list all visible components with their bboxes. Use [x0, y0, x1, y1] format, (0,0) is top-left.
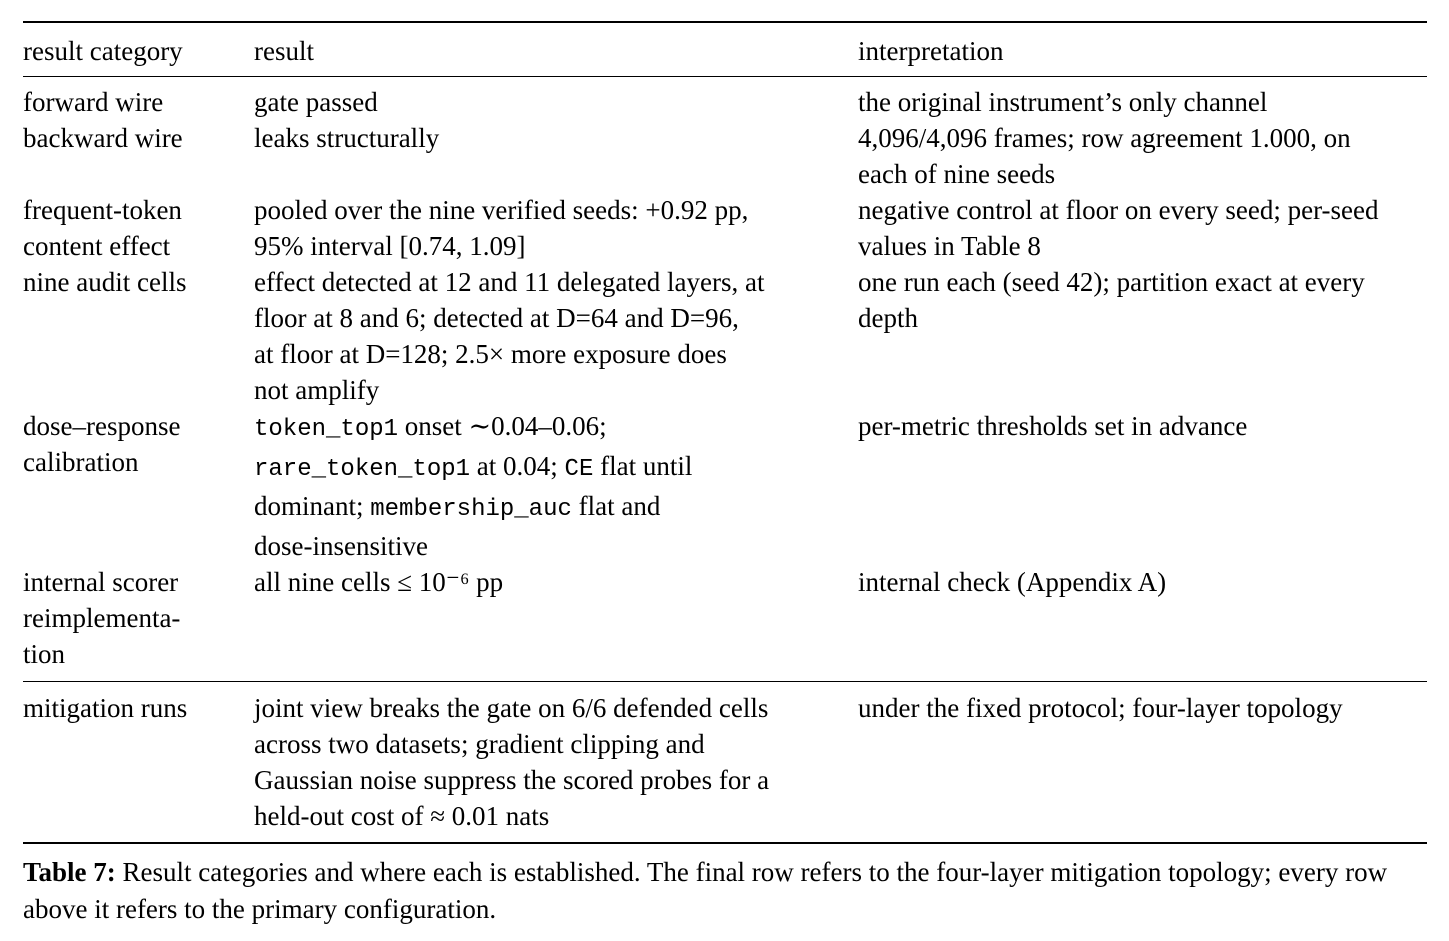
caption-label: Table 7: — [23, 857, 116, 887]
row-result: leaks structurally — [254, 123, 440, 153]
metric-code: rare_token_top1 — [254, 456, 471, 483]
caption-text: Result categories and where each is established. The final row refers to the four-layer mitigation topology; every row above it refers to the primary configuration. — [23, 857, 1388, 924]
metric-code: token_top1 — [254, 416, 399, 443]
result-text: dominant; — [254, 491, 371, 521]
table-row — [23, 564, 1427, 672]
table-row — [23, 84, 1427, 120]
row-category: mitigation runs — [23, 693, 188, 723]
metric-code: CE — [564, 456, 594, 483]
row-category: internal scorer reimplementa- tion — [23, 567, 181, 669]
header-interpretation: interpretation — [858, 36, 1004, 66]
final-section — [23, 682, 1427, 842]
row-category: dose–response calibration — [23, 411, 181, 477]
row-result: joint view breaks the gate on 6/6 defended cells across two datasets; gradient clipping and Gaussian noise suppress the scored probes for a held-out cost of ≈ 0.01 nats — [254, 693, 770, 831]
metric-code: membership_auc — [370, 496, 572, 523]
row-category: backward wire — [23, 123, 183, 153]
result-line — [254, 408, 858, 448]
results-table — [23, 21, 1427, 844]
table-row — [23, 120, 1427, 192]
table-caption — [23, 854, 1429, 928]
row-result: gate passed — [254, 87, 378, 117]
bottom-rule — [23, 842, 1427, 844]
row-interpretation: negative control at floor on every seed; per-seed values in Table 8 — [858, 195, 1379, 261]
row-category: nine audit cells — [23, 267, 187, 297]
row-interpretation: internal check (Appendix A) — [858, 567, 1167, 597]
row-result: pooled over the nine verified seeds: +0.92 pp, 95% interval [0.74, 1.09] — [254, 195, 749, 261]
row-result: effect detected at 12 and 11 delegated layers, at floor at 8 and 6; detected at D=64 and D=96, at floor at D=128; 2.5× more exposure does not amplify — [254, 267, 765, 405]
result-line — [254, 488, 858, 528]
result-line — [254, 528, 858, 564]
row-interpretation: the original instrument’s only channel — [858, 87, 1268, 117]
row-interpretation: per-metric thresholds set in advance — [858, 411, 1248, 441]
result-text: onset ∼0.04–0.06; — [398, 411, 607, 441]
row-category: forward wire — [23, 87, 164, 117]
row-category: frequent-token content effect — [23, 195, 182, 261]
header-result: result — [254, 36, 314, 66]
result-text: at 0.04; — [470, 451, 565, 481]
row-result: all nine cells ≤ 10⁻⁶ pp — [254, 567, 504, 597]
header-row — [23, 23, 1427, 76]
row-result — [254, 408, 858, 564]
table-row — [23, 192, 1427, 264]
row-interpretation: 4,096/4,096 frames; row agreement 1.000, on each of nine seeds — [858, 123, 1351, 189]
result-text: dose-insensitive — [254, 531, 428, 561]
table-row — [23, 690, 1427, 834]
row-interpretation: one run each (seed 42); partition exact at every depth — [858, 267, 1365, 333]
header-result-category: result category — [23, 36, 183, 66]
result-text: flat until — [593, 451, 693, 481]
table-row — [23, 408, 1427, 564]
row-interpretation: under the fixed protocol; four-layer topology — [858, 693, 1343, 723]
result-line — [254, 448, 858, 488]
result-text: flat and — [571, 491, 661, 521]
table-row — [23, 264, 1427, 408]
table-body — [23, 77, 1427, 681]
